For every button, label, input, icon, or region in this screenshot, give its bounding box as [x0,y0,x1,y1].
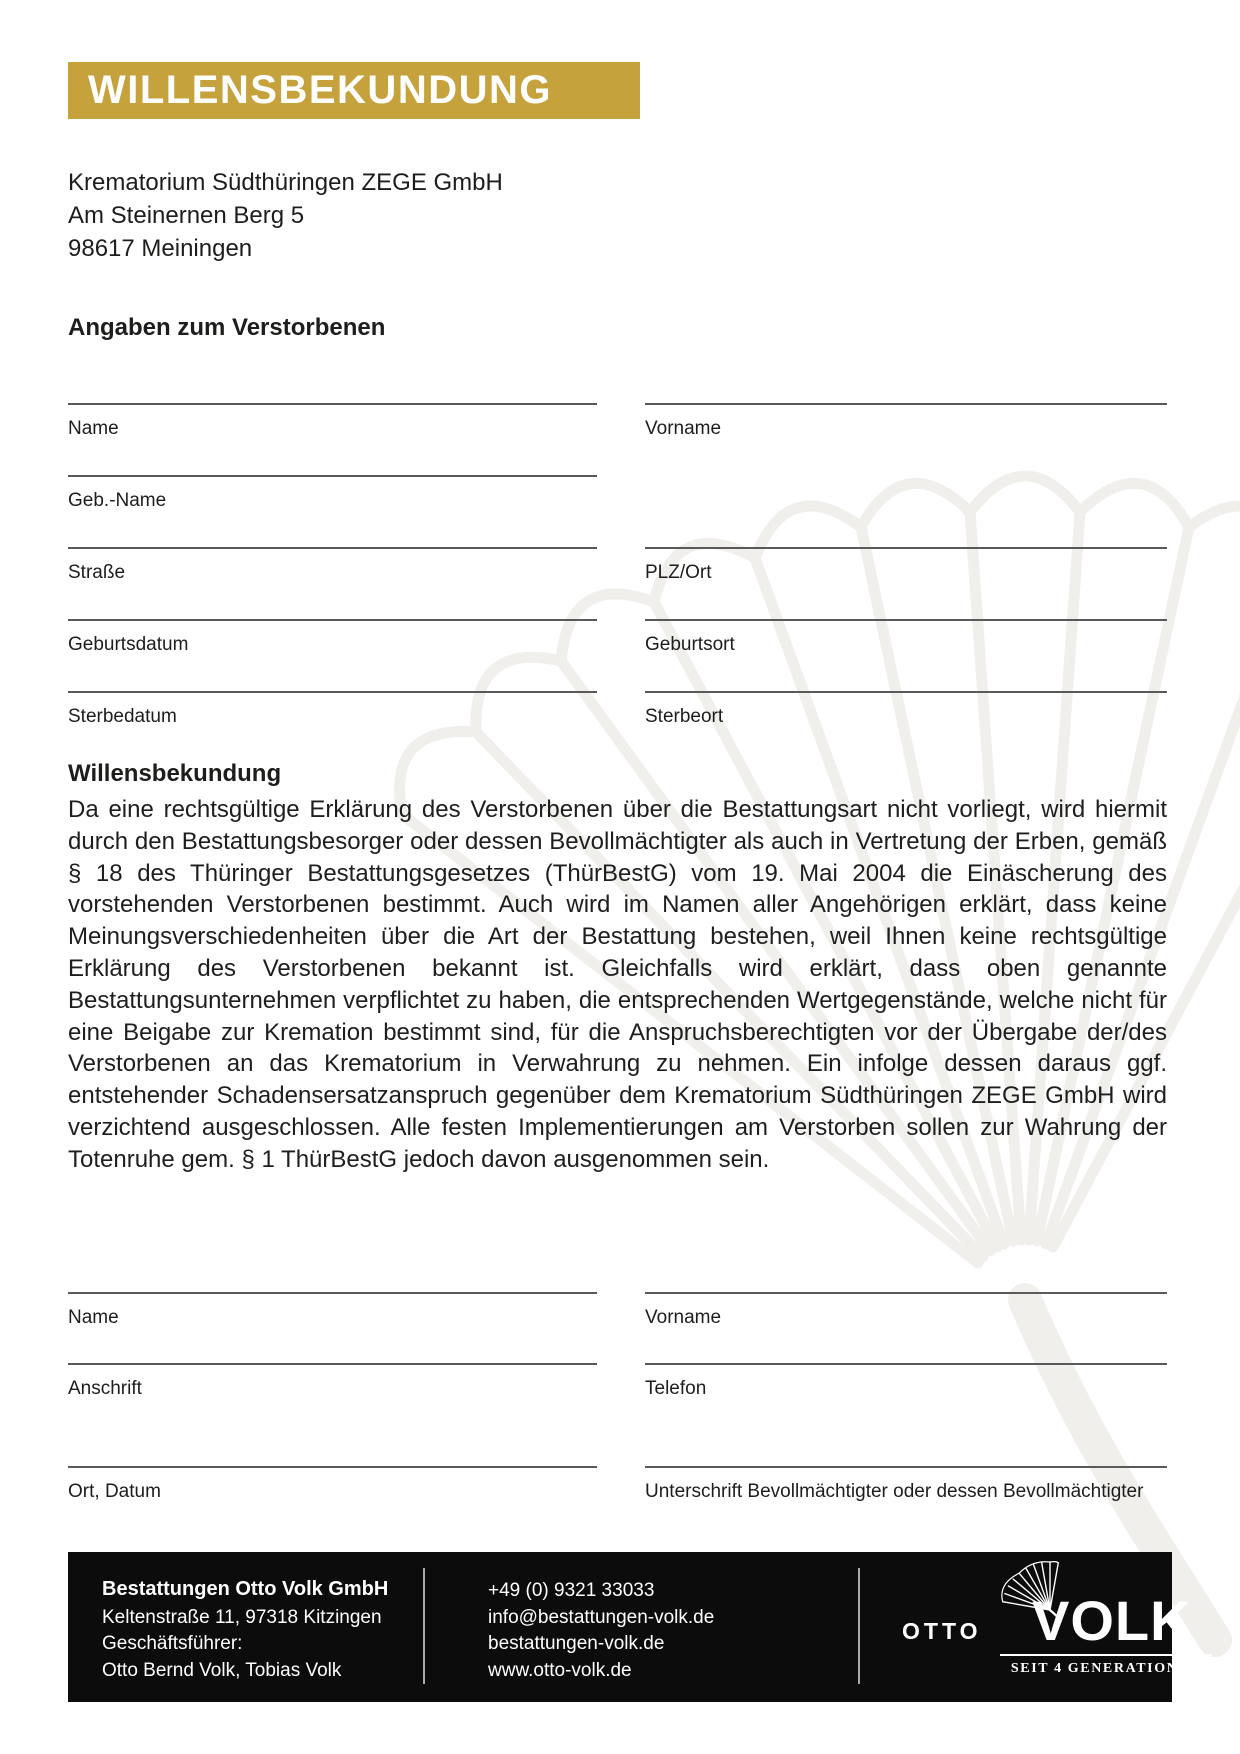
field-deceased-sterbedatum[interactable] [68,691,597,728]
logo-tagline: SEIT 4 GENERATIONEN [1010,1661,1202,1676]
field-line [645,619,1167,621]
footer-bar [68,1552,1202,1702]
field-label: Vorname [645,1307,722,1328]
field-deceased-geb-name[interactable] [68,475,597,512]
field-label: Ort, Datum [68,1481,161,1502]
field-label: Geburtsort [645,634,735,655]
field-label: Name [68,1307,119,1328]
recipient-company: Krematorium Südthüringen ZEGE GmbH [68,169,503,196]
field-deceased-plz-ort[interactable] [645,547,1167,584]
field-line [645,691,1167,693]
field-line [645,1292,1167,1294]
field-ort-datum[interactable] [68,1466,597,1503]
logo-divider-line [1000,1654,1212,1656]
field-unterschrift[interactable] [645,1466,1167,1503]
field-line [68,1466,597,1468]
field-line [68,475,597,477]
footer-phone-number: +49 (0) 9321 33033 [488,1580,655,1601]
footer-company-address: Keltenstraße 11, 97318 Kitzingen [102,1606,382,1628]
declaration-body-text: Da eine rechtsgültige Erklärung des Verstorbenen über die Bestattungsart nicht vorliegt, wird hiermit durch den Bestattungsbesorger oder dessen Bevollmächtigter als auch in Vertretung der Erben, gemäß § 18 des Thüringer Bestattungsgesetzes (ThürBestG) vom 19. Mai 2004 die Einäscherung des vorstehenden Verstorbenen bestimmt. Auch wird im Namen aller Angehörigen erklärt, dass keine Meinungsverschiedenheiten über die Art der Bestattung bestehen, weil Ihnen keine rechtsgültige Erklärung des Verstorbenen bekannt ist. Gleichfalls wird erklärt, dass oben genannte Bestattungsunternehmen verpflichtet zu haben, die entsprechenden Wertgegenstände, welche nicht für eine Beigabe zur Kremation bestimmt sind, für die Anspruchsberechtigten vor der Übergabe der/des Verstorbenen an das Krematorium in Verwahrung zu nehmen. Ein infolge dessen daraus ggf. entstehender Schadensersatzanspruch gegenüber dem Krematorium Südthüringen ZEGE GmbH wird verzichtend ausgeschlossen. Alle festen Implementierungen am Verstorben sollen zur Wahrung der Totenruhe gem. § 1 ThürBestG jedoch davon ausgenommen sein. [68,796,1167,1173]
deceased-section-heading: Angaben zum Verstorbenen [68,314,386,341]
recipient-street: Am Steinernen Berg 5 [68,202,305,229]
logo-otto-text: OTTO [902,1618,982,1644]
title-banner [68,62,640,119]
field-label: Geburtsdatum [68,634,189,655]
field-deceased-name[interactable] [68,403,597,440]
field-line [645,1466,1167,1468]
field-declarant-telefon[interactable] [645,1363,1167,1400]
field-line [645,403,1167,405]
field-declarant-anschrift[interactable] [68,1363,597,1400]
field-label: Sterbedatum [68,706,177,727]
footer-company-name: Bestattungen Otto Volk GmbH [102,1578,389,1600]
field-label: Sterbeort [645,706,724,727]
field-line [68,619,597,621]
field-deceased-vorname[interactable] [645,403,1167,440]
footer-company-block [102,1576,388,1684]
field-deceased-geburtsort[interactable] [645,619,1167,656]
field-declarant-vorname[interactable] [645,1292,1167,1329]
field-label: Anschrift [68,1378,142,1399]
footer-contact-block [488,1578,714,1684]
recipient-address [68,166,503,265]
footer-managing-directors-label: Geschäftsführer: [102,1633,243,1654]
footer-website-url: www.otto-volk.de [488,1659,632,1681]
field-deceased-strasse[interactable] [68,547,597,584]
field-label: Telefon [645,1378,707,1399]
field-label: Straße [68,562,126,583]
field-line [68,547,597,549]
page-title: WILLENSBEKUNDUNG [88,68,552,112]
field-line [645,1363,1167,1365]
field-line [645,547,1167,549]
field-label: Unterschrift Bevollmächtigter oder dessen Bevollmächtigter [645,1481,1144,1502]
field-line [68,1292,597,1294]
logo-volk-text: VOLK [1032,1589,1192,1652]
footer-divider [423,1568,425,1684]
field-label: Vorname [645,418,722,439]
field-line [68,403,597,405]
footer-email-address: info@bestattungen-volk.de [488,1606,715,1628]
declaration-heading: Willensbekundung [68,760,282,787]
field-line [68,1363,597,1365]
field-line [68,691,597,693]
footer-managing-directors: Otto Bernd Volk, Tobias Volk [102,1659,342,1681]
recipient-city: 98617 Meiningen [68,235,253,262]
otto-volk-logo [888,1552,1202,1702]
field-declarant-name[interactable] [68,1292,597,1329]
footer-domain: bestattungen-volk.de [488,1633,665,1654]
field-label: Geb.-Name [68,490,167,511]
field-deceased-geburtsdatum[interactable] [68,619,597,656]
field-label: Name [68,418,119,439]
field-deceased-sterbeort[interactable] [645,691,1167,728]
footer-divider [858,1568,860,1684]
field-label: PLZ/Ort [645,562,712,583]
